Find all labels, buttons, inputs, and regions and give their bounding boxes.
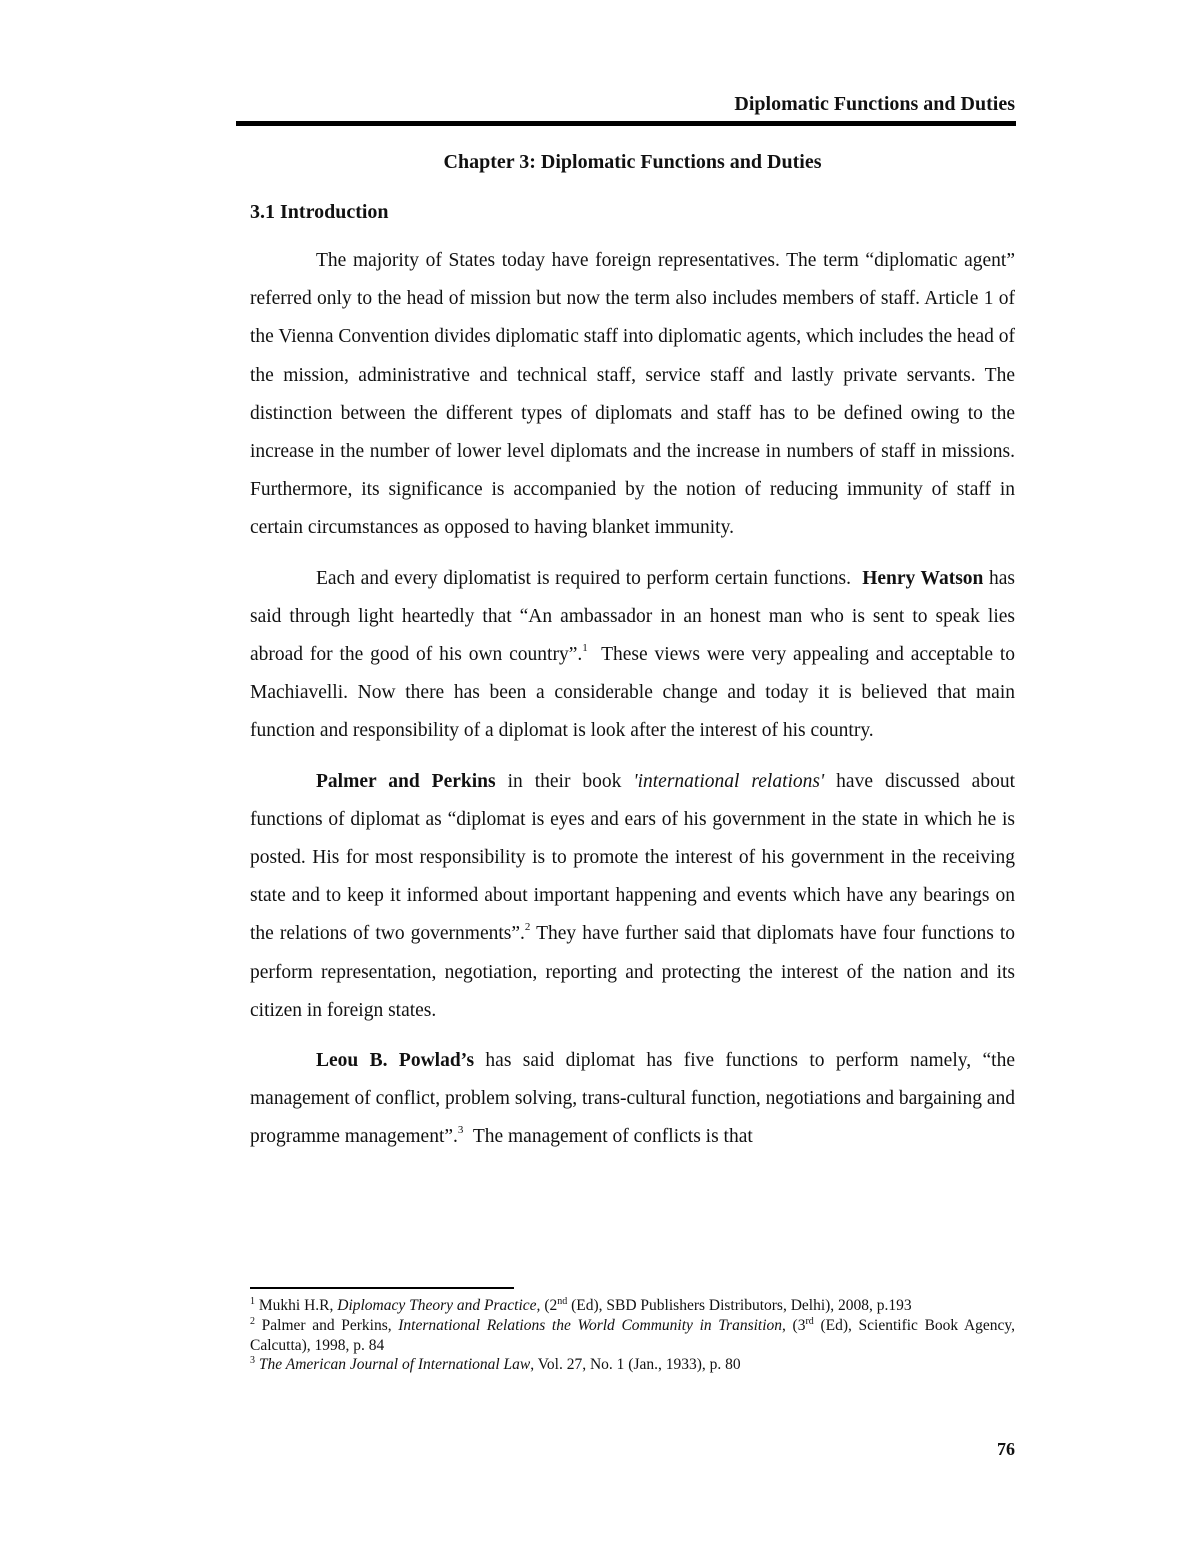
footnote-number: 2 [250, 1315, 255, 1327]
paragraph-2-text-b: has said through light heartedly that “An ambassador in an honest man who is sent to speak lies abroad for the good of his own country”. [250, 567, 1015, 666]
paragraph-4-text-b: The management of conflicts is that [472, 1126, 753, 1148]
footnote-author: Palmer and Perkins, [261, 1316, 392, 1334]
section-heading: 3.1 Introduction [250, 201, 389, 223]
page-number: 76 [997, 1439, 1015, 1459]
footnote-edition-suffix: nd [557, 1296, 568, 1307]
chapter-title: Chapter 3: Diplomatic Functions and Duties [443, 151, 822, 173]
paragraph-3-text-b: have discussed about functions of diplomat as “diplomat is eyes and ears of his government in the state in which he is posted. His for most responsibility is to promote the interest of his government in the receiving state and to keep it informed about important happening and events which have any bearings on the relations of two governments”. [250, 770, 1016, 945]
paragraph-2-text-c: These views were very appealing and acceptable to Machiavelli. Now there has been a considerable change and today it is believed that main function and responsibility of a diplomat is look after the interest of his country. [250, 644, 1015, 742]
footnote-author: Mukhi H.R, [258, 1297, 334, 1314]
footnote-edition: (2 [544, 1297, 558, 1314]
footnote-ref-1[interactable]: 1 [582, 642, 588, 655]
footnote-number: 3 [250, 1355, 255, 1367]
paragraph-4 [250, 1042, 1015, 1157]
paragraph-4-text-a: has said diplomat has five functions to perform namely, “the management of conflict, problem solving, trans-cultural function, negotiations and bargaining and programme management”. [250, 1050, 1015, 1148]
footnote-rule [250, 1287, 514, 1289]
paragraph-2-text-a: Each and every diplomatist is required to perform certain functions. [316, 567, 852, 589]
footnote-ref-2[interactable]: 2 [524, 921, 531, 934]
paragraph-3-text-a: in their book [507, 770, 622, 792]
footnote-title: The American Journal of International Law [258, 1356, 531, 1374]
footnote-edition: , (3 [782, 1316, 806, 1334]
paragraph-3 [250, 763, 1015, 1030]
paragraph-1 [250, 242, 1015, 548]
author-name-leou-powlad: Leou B. Powlad’s [316, 1050, 475, 1072]
footnotes [250, 1296, 1015, 1375]
footnote-2 [250, 1316, 1015, 1356]
footnote-3 [250, 1355, 1015, 1375]
paragraph-3-text-c: They have further said that diplomats have four functions to perform representation, negotiation, reporting and protecting the interest of the nation and its citizen in foreign states. [250, 923, 1015, 1021]
footnote-publisher: (Ed), Scientific Book Agency, Calcutta), 1998, p. 84 [250, 1316, 1016, 1354]
footnote-title: International Relations the World Community in Transition [398, 1316, 783, 1334]
body-text [250, 242, 1015, 1169]
paragraph-1-text: The majority of States today have foreign representatives. The term “diplomatic agent” referred only to the head of mission but now the term also includes members of staff. Article 1 of the Vienna Convention divides diplomatic staff into diplomatic agents, which includes the head of the mission, administrative and technical staff, service staff and lastly private servants. The distinction between the different types of diplomats and staff has to be defined owing to the increase in the number of lower level diplomats and the increase in numbers of staff in missions. Furthermore, its significance is accompanied by the notion of reducing immunity of staff in certain circumstances as opposed to having blanket immunity. [250, 250, 1015, 539]
header-rule [236, 121, 1016, 126]
author-name-palmer-perkins: Palmer and Perkins [316, 770, 496, 792]
footnote-edition-suffix: rd [805, 1315, 814, 1327]
footnote-publisher: (Ed), SBD Publishers Distributors, Delhi), 2008, p.193 [571, 1297, 912, 1314]
author-name-henry-watson: Henry Watson [862, 567, 984, 589]
footnote-1 [250, 1296, 1015, 1316]
footnote-number: 1 [250, 1296, 255, 1307]
paragraph-2 [250, 560, 1015, 751]
footnote-publisher: , Vol. 27, No. 1 (Jan., 1933), p. 80 [530, 1356, 741, 1374]
footnote-title: Diplomacy Theory and Practice, [337, 1297, 541, 1314]
footnote-ref-3[interactable]: 3 [457, 1124, 464, 1137]
running-header: Diplomatic Functions and Duties [734, 93, 1015, 115]
book-title: 'international relations' [633, 770, 825, 792]
